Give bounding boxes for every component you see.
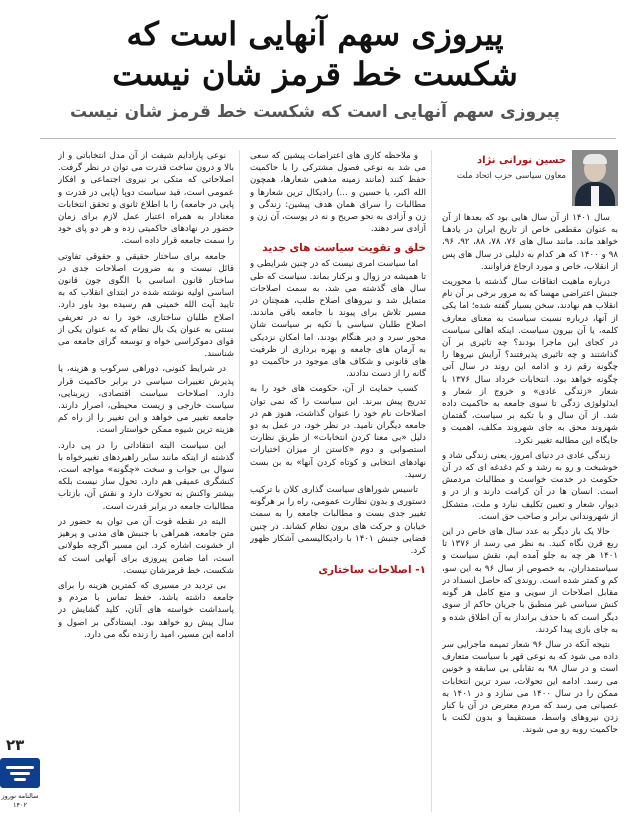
article-columns bbox=[40, 150, 618, 812]
paragraph: البته در نقطه قوت آن می توان به حضور در متن جامعه، همراهی با جنبش های مدنی و پرهیز از خشونت اشاره کرد. این مسیر اگرچه طولانی است، اما ضامن پیروزی برای آنهایی است که شکست، خط قرمزشان نیست. bbox=[58, 516, 234, 576]
paragraph: اما سیاست امری نیست که در چنین شرایطی و تا همیشه در زوال و برکنار بماند. سیاست که طی سال های گذشته می شد، به سمت اصلاحات متمایل شد و نیروهای اصلاح طلب، همچنان در مسیر تلاش برای پیوند با جامعه باقی ماندند. اصلاح طلبان سیاسی با تکیه بر سیاست شان محور سرد و دیر هنگام بودند، اما امکان نزدیکی به آرمان های جامعه و بهره برداری از ظرفیت های قانونی و شکاف های موجود در حاکمیت دو گانه را از دست ندادند. bbox=[250, 259, 426, 380]
section-heading: ۱- اصلاحات ساختاری bbox=[318, 564, 426, 577]
column-divider bbox=[431, 150, 432, 812]
paragraph: تاسیس شوراهای سیاست گذاری کلان با ترکیب دستوری و بدون نظارت عمومی، راه را بر هرگونه تغییر جدی بست و مطالبات جامعه را به سمت خیابان و حرکت های برون نظام کشاند. در چنین فضایی جنبش ۱۴۰۱ با رادیکالیسمی آشکار ظهور کرد. bbox=[250, 485, 426, 557]
headline-line-2: شکست خط قرمز شان نیست bbox=[112, 55, 518, 93]
paragraph: بی تردید در مسیری که کمترین هزینه را برای جامعه داشته باشد، حفظ تماس با مردم و پاسداشت خواسته های آنان، کلید گشایش در سال پیش رو خواهد بود. ایستادگی بر اصول و ادامه این مسیر، امید را زنده نگه می دارد. bbox=[58, 580, 234, 640]
paragraph: حالا یک بار دیگر به عدد سال های خاص در این ربع قرن نگاه کنید. به نظر می رسد از ۱۳۷۶ تا ۱۴۰۱ هر چه به جلو آمده ایم، نقش سیاست و سیاستمداران، به خصوص از سال ۹۶ به این سو، کم و کمتر شده است. روندی که حاصل انسداد در مقابل اصلاحات از سویی و منع کامل هر گونه کنش سیاسی غیر منطبق با جریان حاکم از سوی دیگر است که با حذف برانداز به آن اطلاق شده و به جای بازی پیدا کردند. bbox=[442, 527, 618, 635]
author-name: حسین نورانی نژاد bbox=[476, 155, 566, 166]
headline-line-1: پیروزی سهم آنهایی است که bbox=[126, 15, 504, 53]
column-3 bbox=[58, 150, 234, 812]
column-2 bbox=[250, 150, 426, 812]
paragraph: سال ۱۴۰۱ از آن سال هایی بود که بعدها از آن به عنوان مقطعی خاص از تاریخ ایران در یادهـا خواهد ماند. مانند سال های ۷۶، ۷۸، ۸۸، ۹۲، ۹۶، ۹۸ و ۱۴۰۰ که هر کدام به دلیلی در سال های پس از انقلاب، خاص و مورد ارجاع فراوانند. bbox=[442, 213, 618, 272]
paragraph: در شرایط کنونی، دوراهی سرکوب و هزینه، یا پذیرش تغییرات سیاسی در برابر حاکمیت قرار دارد. اصلاحات سیاست اقتصادی، زیربنایی، سیاست خارجی و زیست محیطی، اصرار دارند. جامعه تغییر می خواهد و این تغییر را از راه کم هزینه ترین شیوه ممکن خواستار است. bbox=[58, 364, 234, 436]
section-heading: خلق و تقویت سیاست های جدید bbox=[262, 242, 426, 255]
publication-logo-icon bbox=[0, 758, 40, 788]
author-photo bbox=[572, 150, 618, 206]
author-role: معاون سیاسی حزب اتحاد ملت bbox=[456, 171, 566, 181]
paragraph: نوعی پارادایم شیفت از آن مدل انتخاباتی و از بالا و درون ساخت قدرت می توان در نظر گرفت. اصلاحاتی که متکی بر نیروی اجتماعی و افکار عمومی است، قید سیاست دوپا (پایی در قدرت و پایی در جامعه) را با اطلاع ثانوی و تحقق انتخابات معنادار به همراه اعتبار عمل لازم برای زمان حضور در نهادهای حاکمیتی زده و هر دو پای خود را سمت جامعه قرار داده است. bbox=[58, 151, 234, 247]
paragraph: جامعه برای ساختار حقیقی و حقوقی تفاوتی قائل نیست و به ضرورت اصلاحات جدی در ساختار قانون اساسی با الگوی جون قانون اساسی اولیه نوشته شده در ابتدای انقلاب که به تایید آیت الله خمینی هم رسیده بود باور دارد. اصلاح طلبان ساختاری، خود را نه در تعریفی سنتی به عنوان یک بال نظام که به عنوان یکی از قوای دموکراسی خواه و توسعه گرای جامعه می شناسند. bbox=[58, 251, 234, 360]
paragraph: این سیاست البته انتقاداتی را در پی دارد. گذشته از اینکه مانند سایر راهبردهای تغییرخواه با سوال بی جواب و سخت «چگونه» مواجه است، کنشگری عمیقی هم دارد. تحول ساز نیست بلکه بیشتر واکنش به تحولات دارد و نقش آن، بازتاب مطالبات جامعه در برابر قدرت است. bbox=[58, 440, 234, 512]
paragraph: درباره ماهیت اتفاقات سال گذشته با محوریت جنبش اعتراضی مهسا که به مرور برخی بر آن نام انقلاب هم نهادند، سخن بسیار گفته شده؛ اما یکی از آنها، درباره نسبت سیاست به معنای معارف کلمه، یا آن بیرون سیاست. اینکه اهالی سیاست در کجای این ماجرا بودند؟ چه تاثیری بر آن گذاشتند و چه تاثیری پذیرفتند؟ آرایش نیروها را چگونه رقم زد و ادامه این روند در سال آتی چگونه خواهد بود. انتخابات خرداد سال ۱۳۷۶ با شعار «زندگی عادی» و خروج از شعار و ایدئولوژی زدگی تا سوی جامعه به حاکمیت داده شد. از آن سال و با تکیه بر سیاست، گفتمان شهروند محق به جای شهروند مکلف، اهمیت و جایگاه این مطالبه تغییر نکرد. bbox=[442, 277, 618, 446]
paragraph: نتیجه آنکه در سال ۹۶ شعار تمیمه ماجرایی سر داده می شود که به نوعی قهر با سیاست متعارف است و در سال ۹۸ به تقابلی بی سابقه و خونین می رسد. ادامه این تحولات، سرد ترین انتخابات ممکن را در سال ۱۴۰۰ می سازد و در ۱۴۰۱ به عصیانی می رسد که مردم معترض در آن با کنار زدن نیروهای واسط، مستقیما و بدون لکنت با حاکمیت روبه رو می شوند. bbox=[442, 639, 618, 736]
subheadline: پیروزی سهم آنهایی است که شکست خط قرمز شان نیست bbox=[70, 102, 560, 122]
paragraph: و ملاحظه کاری های اعتراضات پیشین که سعی می شد به نوعی فصول مشترکی را با حاکمیت حفظ کنند (مانند زمینه مذهبی شعارها، همچون الله اکبر، یا حسین و ...) رادیکال ترین شعارها و مطالبات را سرای همان هدف پیشین: زندگی و زن و آزادی به نحو صریح و نه در پوست، آن زن و آزادی سر دهند. bbox=[250, 151, 426, 235]
page-number: ۲۳ bbox=[6, 736, 25, 754]
column-divider bbox=[239, 150, 240, 812]
paragraph: کسب حمایت از آن، حکومت های خود را به تدریج پیش ببرند. این سیاست را که نمی توان اصلاحات نام خود را عنوان گذاشت، هنوز هم در جامعه دیگران نامید. در نظر خود، در عمل به دو دلیل «بی معنا کردن انتخابات» از طریق نظارت استصوابی و دوم «کاستن از میزان اختیارات نهادهای انتخابی و کوتاه کردن آنها» به بن بست رسید. bbox=[250, 384, 426, 480]
headline bbox=[40, 14, 590, 94]
footer-brand bbox=[0, 736, 40, 820]
paragraph: زندگی عادی در دنیای امروز، یعنی زندگی شاد و خوشبخت و رو به رشد و کم دغدغه ای که در آن حکومت در خدمت خواست و مطالبات مردمش است. انسان ها در آن کرامت دارند و از در و دیوار، شعار و تعیین تکلیف نبارد و ملت، متشکل از شهروندانی برابر و صاحب حق است. bbox=[442, 450, 618, 522]
top-divider bbox=[40, 138, 616, 139]
author-meta bbox=[457, 150, 566, 182]
issue-label: سالنامه نوروز ۱۴۰۲ bbox=[1, 792, 39, 809]
column-1 bbox=[442, 150, 618, 812]
author-box bbox=[442, 150, 618, 206]
